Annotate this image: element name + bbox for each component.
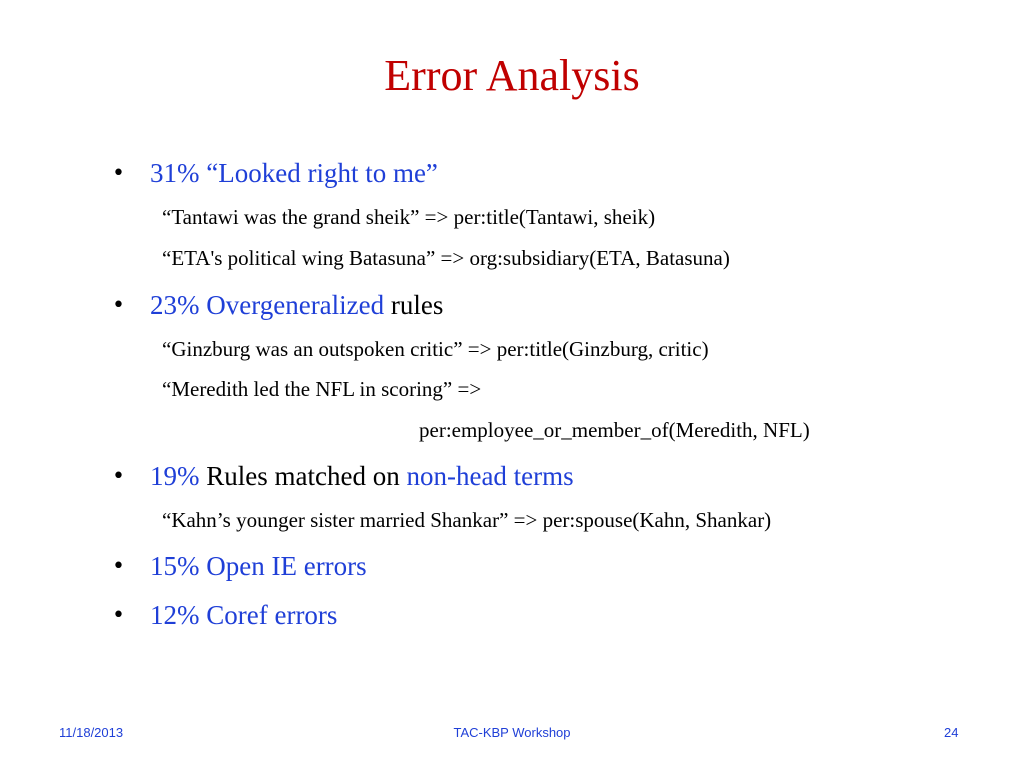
bullet-icon: • (112, 464, 125, 489)
bullet-2-text-percent: 23% Overgeneralized (150, 290, 385, 320)
example-3-1: “Kahn’s younger sister married Shankar” => per:spouse(Kahn, Shankar) (162, 508, 772, 532)
example-2-2-continued: per:employee_or_member_of(Meredith, NFL) (419, 418, 810, 442)
bullet-icon: • (112, 603, 125, 628)
bullet-item-4 (112, 548, 367, 585)
bullet-icon: • (112, 161, 125, 186)
slide-title: Error Analysis (384, 51, 640, 100)
bullet-icon: • (112, 554, 125, 579)
bullet-3-text-terms: non-head terms (406, 461, 574, 491)
example-1-2: “ETA's political wing Batasuna” => org:subsidiary(ETA, Batasuna) (162, 246, 730, 270)
bullet-5-text: 12% Coref errors (150, 600, 338, 630)
bullet-3-text-middle: Rules matched on (199, 461, 407, 491)
bullet-item-5 (112, 597, 337, 634)
bullet-3-text-percent: 19% (150, 461, 200, 491)
example-1-1: “Tantawi was the grand sheik” => per:title(Tantawi, sheik) (162, 205, 656, 229)
bullet-4-text: 15% Open IE errors (150, 551, 367, 581)
example-2-1: “Ginzburg was an outspoken critic” => per:title(Ginzburg, critic) (162, 337, 709, 361)
footer-page-number: 24 (944, 725, 959, 740)
bullet-item-1 (112, 155, 438, 192)
bullet-item-2 (112, 287, 443, 324)
bullet-2-text-rules: rules (384, 290, 444, 320)
bullet-icon: • (112, 293, 125, 318)
example-2-2: “Meredith led the NFL in scoring” => (162, 377, 482, 401)
bullet-item-3 (112, 458, 574, 495)
footer-title: TAC-KBP Workshop (453, 725, 571, 740)
footer-date: 11/18/2013 (59, 725, 124, 740)
bullet-1-text: 31% “Looked right to me” (150, 158, 438, 188)
